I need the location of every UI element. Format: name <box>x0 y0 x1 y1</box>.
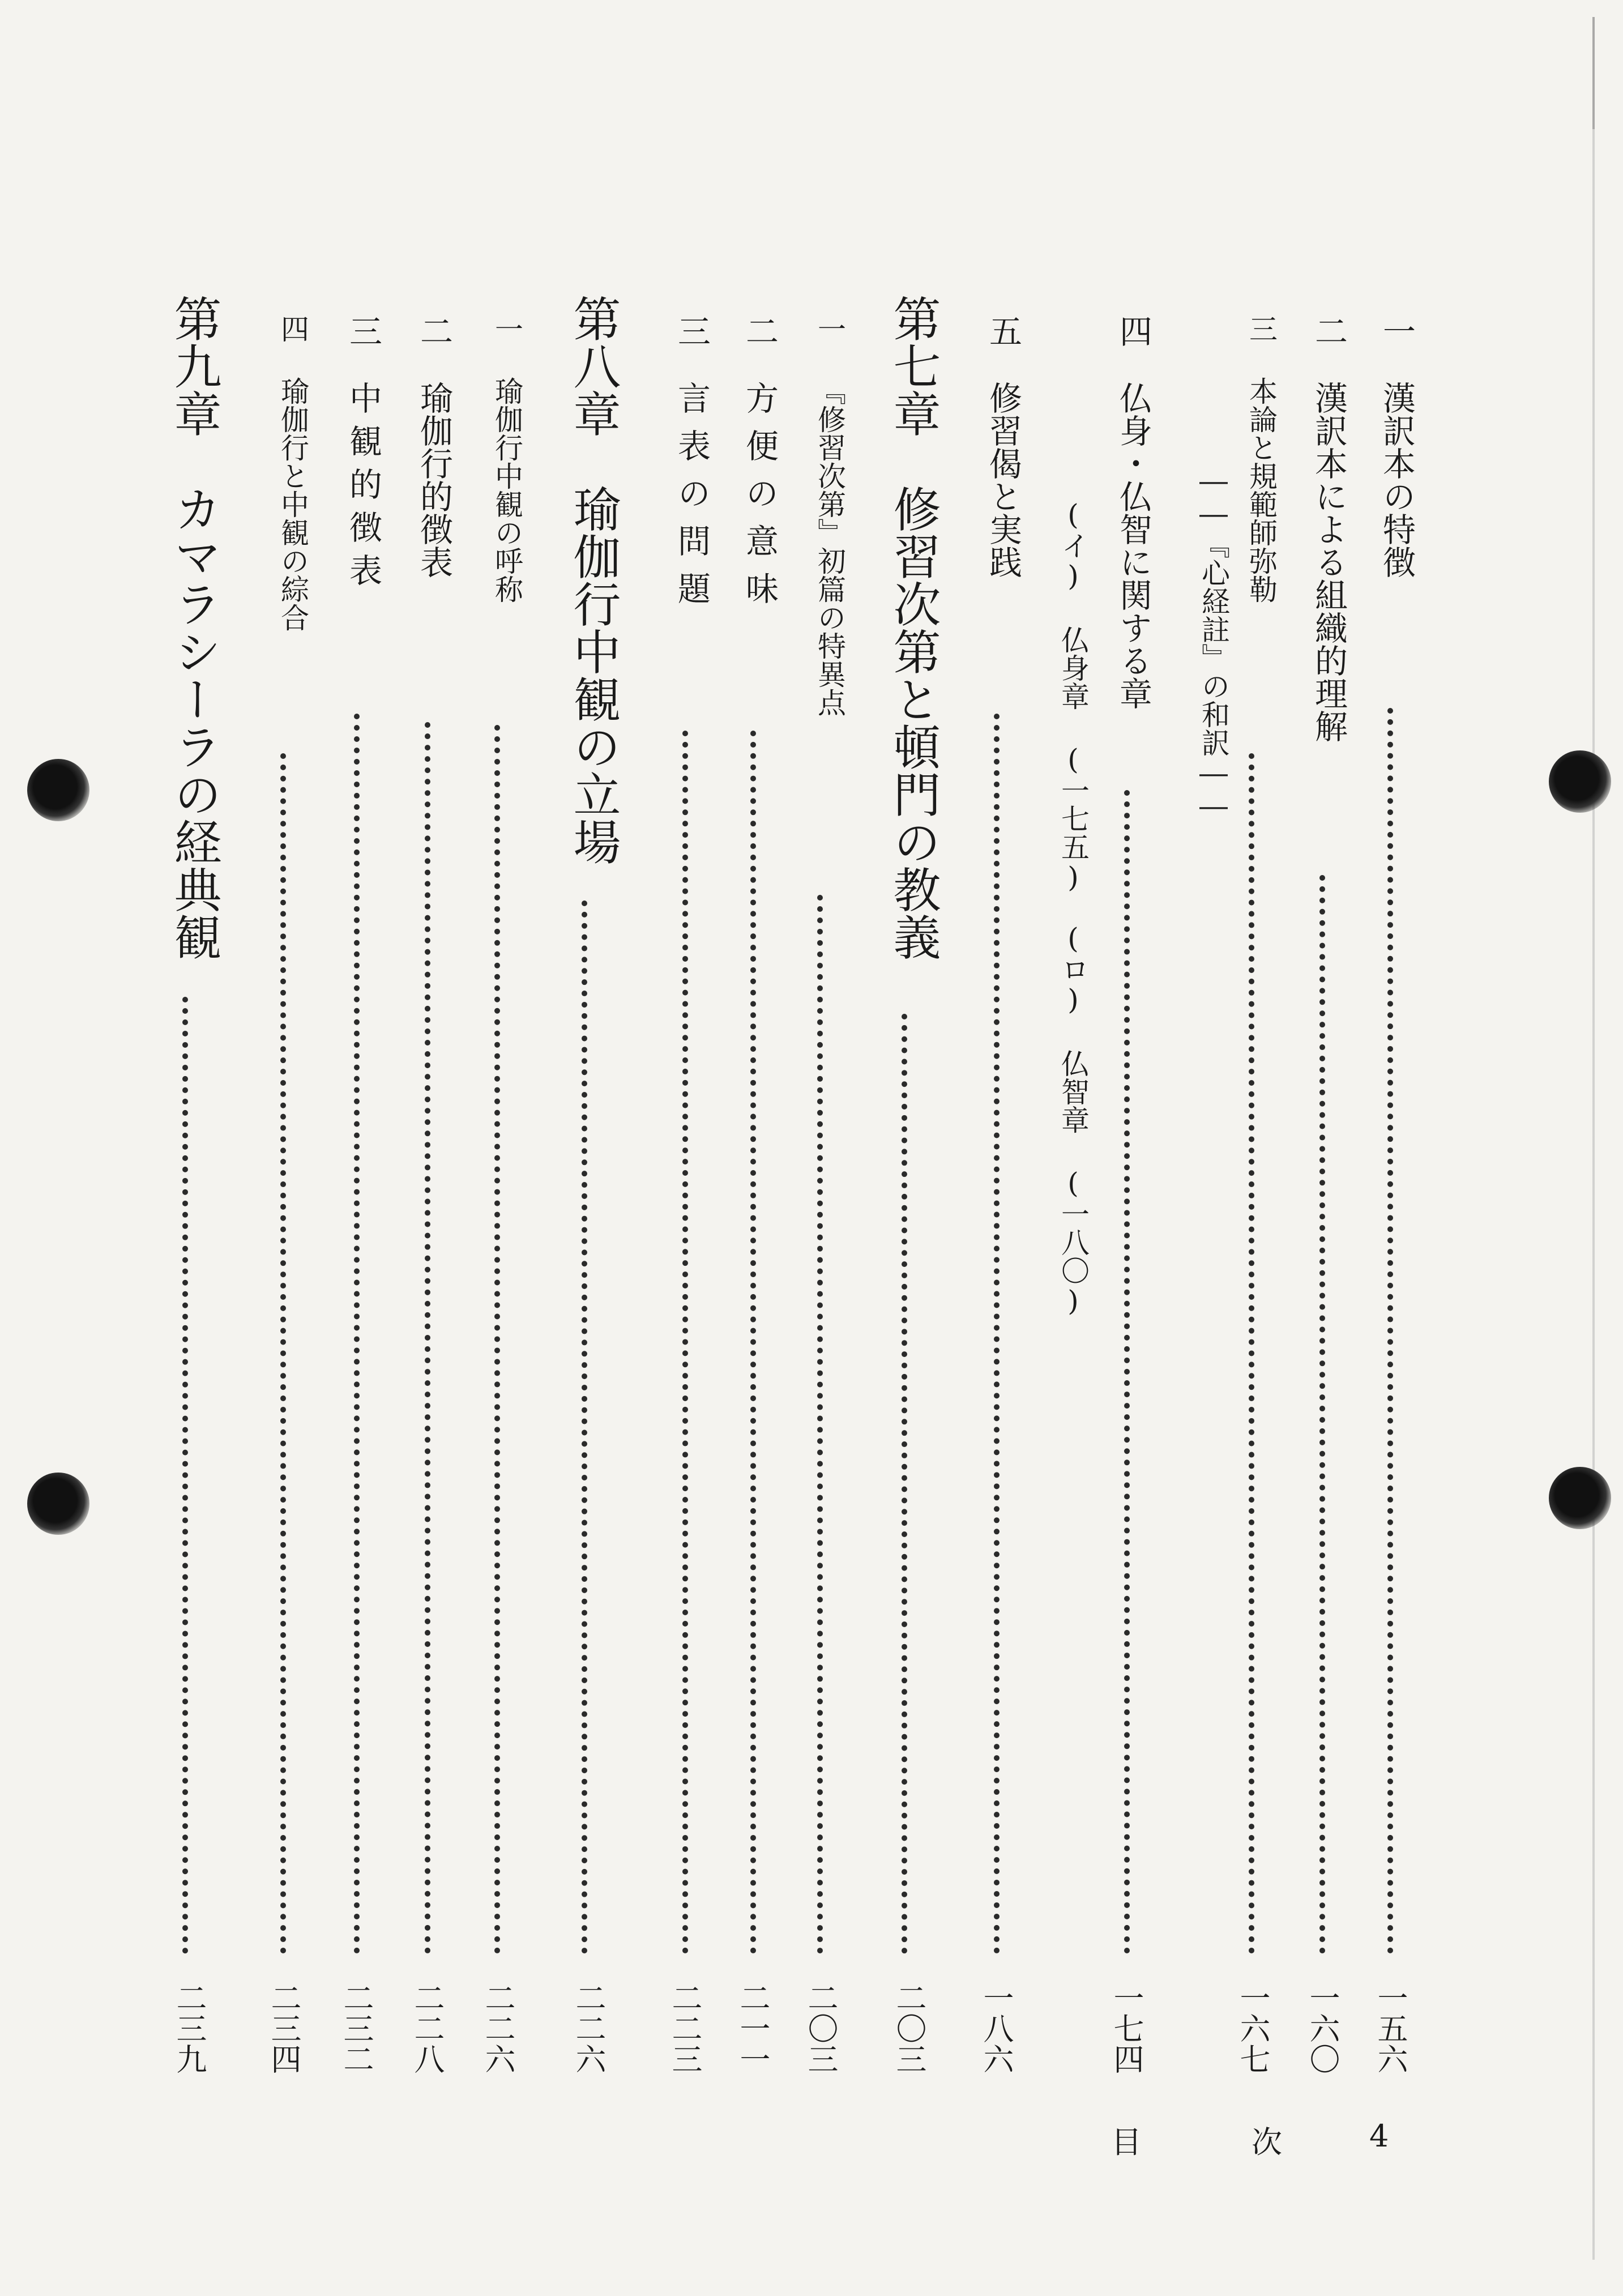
dot-leader <box>682 731 688 1954</box>
page-number: 二三四 <box>266 1982 302 2074</box>
page-number: 一七四 <box>1109 1982 1144 2074</box>
toc-entry: 三中観的徴表 <box>344 314 382 596</box>
toc-entry: 三本論と規範師弥勒 <box>1245 314 1278 603</box>
toc-subtitle: ――『心経註』の和訳―― <box>1197 464 1230 822</box>
toc-entry: 五修習偈と実践 <box>984 314 1022 578</box>
dot-leader <box>494 725 500 1954</box>
page-number: 二二六 <box>571 1982 607 2074</box>
dot-leader <box>182 997 188 1954</box>
toc-entry: 三言表の問題 <box>672 314 711 619</box>
toc-entry: 二方便の意味 <box>740 314 779 619</box>
punch-hole <box>27 759 89 821</box>
chapter-heading: 第八章 瑜伽行中観の立場 <box>566 295 621 865</box>
punch-hole <box>1549 1467 1611 1529</box>
dot-leader <box>994 714 1000 1954</box>
page-number: 一六七 <box>1235 1982 1271 2074</box>
dot-leader <box>902 1014 907 1954</box>
page-number: 一六〇 <box>1305 1982 1340 2074</box>
dot-leader <box>280 753 286 1954</box>
page-number: 二〇三 <box>891 1982 927 2074</box>
page-number: 二〇三 <box>803 1982 839 2074</box>
page-number: 二二八 <box>409 1982 445 2074</box>
dot-leader <box>1319 875 1325 1954</box>
dot-leader <box>1249 753 1254 1954</box>
toc-entry: 四仏身・仏智に関する章 <box>1114 314 1152 710</box>
punch-hole <box>27 1473 89 1535</box>
page-number: 二二六 <box>480 1982 516 2074</box>
chapter-heading: 第九章 カマラシーラの経典観 <box>166 295 222 961</box>
toc-entry: 二漢訳本による組織的理解 <box>1309 314 1348 742</box>
dot-leader <box>354 714 360 1954</box>
page-edge <box>1592 17 1595 2260</box>
page-number: 二三九 <box>172 1982 207 2074</box>
page-number: 一五六 <box>1373 1982 1408 2074</box>
punch-hole <box>1549 750 1611 813</box>
footer-label: 次 <box>1252 2124 1282 2160</box>
page-number: 一八六 <box>979 1982 1014 2074</box>
toc-entry: 一瑜伽行中観の呼称 <box>490 314 523 603</box>
toc-entry: 四瑜伽行と中観の綜合 <box>276 314 309 631</box>
chapter-heading: 第七章 修習次第と頓門の教義 <box>886 295 941 961</box>
dot-leader <box>1124 790 1130 1954</box>
toc-subtitle: (イ) 仏身章 (一七五) (ロ) 仏智章 (一八〇) <box>1057 498 1090 1317</box>
toc-entry: 二瑜伽行的徴表 <box>415 314 453 578</box>
dot-leader <box>1387 708 1393 1954</box>
page-number: 二一一 <box>735 1982 771 2074</box>
dot-leader <box>425 722 430 1954</box>
dot-leader <box>582 901 587 1954</box>
dot-leader <box>817 895 823 1954</box>
dot-leader <box>750 731 756 1954</box>
toc-entry: 一漢訳本の特徴 <box>1377 314 1416 578</box>
page-number: 二二三 <box>667 1982 703 2074</box>
page-number: 二三二 <box>339 1982 374 2074</box>
footer-label: 目 <box>1111 2124 1142 2160</box>
toc-entry: 一『修習次第』初篇の特異点 <box>813 314 846 716</box>
footer-page-number: 4 <box>1369 2118 1389 2154</box>
